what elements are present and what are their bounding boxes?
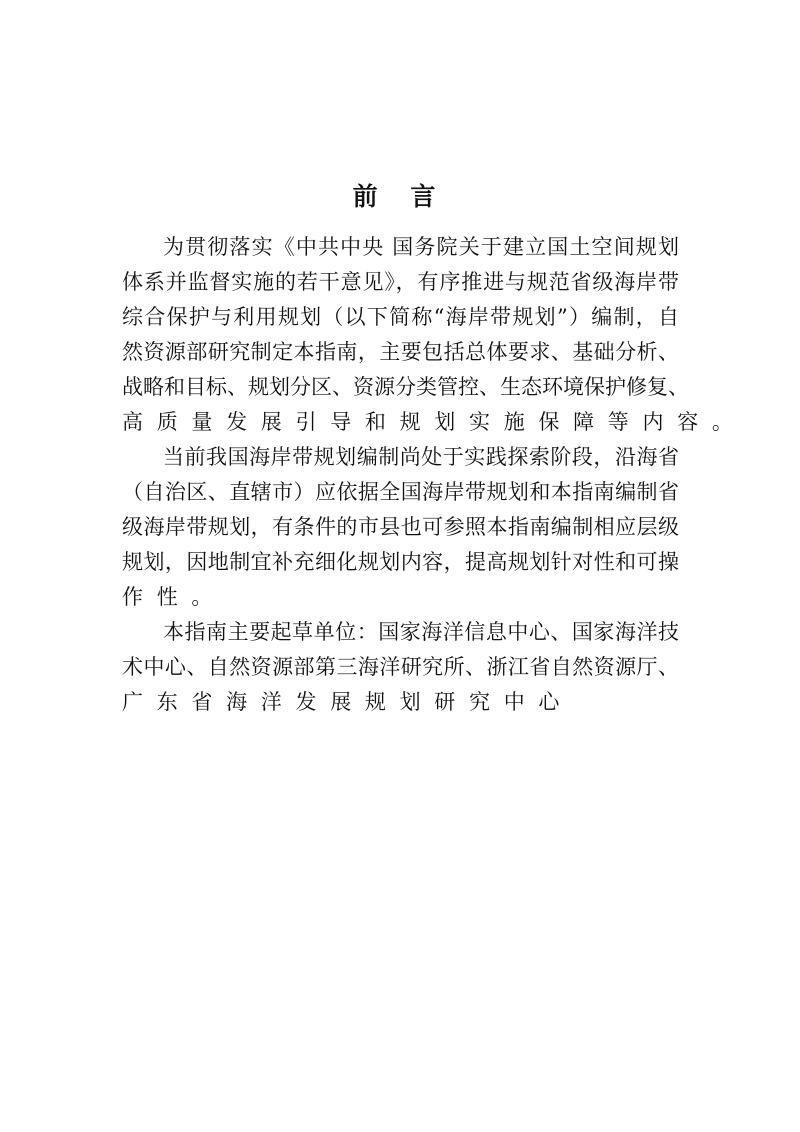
paragraph-3 (122, 615, 679, 720)
paragraph-1 (122, 230, 747, 440)
text-line: 术中心、自然资源部第三海洋研究所、浙江省自然资源厅、 (122, 655, 679, 679)
text-line: 广东省海洋发展规划研究中心 (122, 690, 574, 714)
text-line: 高质量发展引导和规划实施保障等内容。 (122, 410, 747, 434)
text-line: 级海岸带规划，有条件的市县也可参照本指南编制相应层级 (122, 515, 679, 539)
text-line: 然资源部研究制定本指南，主要包括总体要求、基础分析、 (122, 340, 679, 364)
text-line: （自治区、直辖市）应依据全国海岸带规划和本指南编制省 (122, 480, 679, 504)
text-line: 综合保护与利用规划（以下简称“海岸带规划”）编制，自 (122, 305, 679, 329)
text-line: 规划，因地制宜补充细化规划内容，提高规划针对性和可操 (122, 550, 679, 574)
text-line: 本指南主要起草单位：国家海洋信息中心、国家海洋技 (163, 620, 679, 644)
text-line: 战略和目标、规划分区、资源分类管控、生态环境保护修复、 (122, 375, 689, 399)
text-line: 为贯彻落实《中共中央 国务院关于建立国土空间规划 (163, 235, 679, 259)
text-line: 当前我国海岸带规划编制尚处于实践探索阶段，沿海省 (163, 445, 679, 469)
text-line: 体系并监督实施的若干意见》，有序推进与规范省级海岸带 (122, 270, 679, 294)
page-title: 前 言 (352, 182, 448, 211)
text-line: 作性。 (122, 585, 227, 609)
paragraph-2 (122, 440, 679, 615)
preface-body (122, 230, 747, 720)
